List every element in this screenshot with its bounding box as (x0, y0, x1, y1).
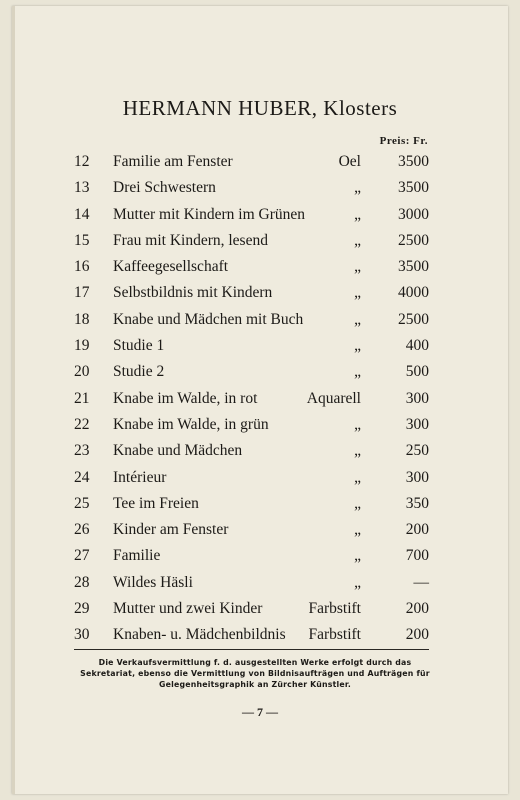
entry-price: 3500 (398, 153, 429, 170)
entry-title: Familie am Fenster (113, 153, 233, 170)
entry-price: 500 (405, 363, 429, 381)
entry-medium: „ (354, 179, 361, 197)
catalog-row (74, 149, 429, 175)
entry-title: Knabe im Walde, in rot (113, 389, 258, 407)
entry-title: Mutter und zwei Kinder (113, 600, 263, 618)
entry-title: Drei Schwestern (113, 179, 216, 197)
entry-medium: „ (354, 573, 361, 591)
entry-title: Tee im Freien (113, 494, 199, 512)
entry-medium: „ (354, 231, 361, 249)
entry-number: 17 (74, 284, 90, 302)
entry-medium: Oel (338, 153, 361, 170)
entry-medium: „ (354, 494, 361, 512)
entry-number: 12 (74, 153, 90, 170)
entry-title: Intérieur (113, 468, 167, 486)
catalog-page (12, 6, 508, 794)
entry-price: 3500 (398, 258, 429, 276)
entry-title: Mutter mit Kindern im Grünen (113, 205, 305, 223)
entry-number: 28 (74, 573, 90, 591)
entry-number: 30 (74, 626, 90, 644)
entry-price: 2500 (398, 231, 429, 249)
entry-price: 200 (405, 521, 429, 539)
entry-number: 24 (74, 468, 90, 486)
catalog-row (74, 202, 429, 228)
entry-medium: Farbstift (308, 600, 361, 618)
entry-price: 300 (405, 415, 429, 433)
catalog-list (74, 149, 429, 649)
entry-title: Selbstbildnis mit Kindern (113, 284, 273, 302)
entry-price: 300 (405, 468, 429, 486)
catalog-row (74, 228, 429, 254)
entry-price: 4000 (398, 284, 429, 302)
catalog-row (74, 307, 429, 333)
entry-medium: „ (354, 363, 361, 381)
entry-title: Kinder am Fenster (113, 521, 229, 539)
page-number: — 7 — (242, 705, 278, 719)
artist-title: HERMANN HUBER, Klosters (122, 96, 398, 120)
entry-price: 400 (405, 337, 429, 355)
entry-medium: Farbstift (308, 626, 361, 644)
entry-price: 3500 (398, 179, 429, 197)
entry-number: 27 (74, 547, 90, 565)
page-edge (12, 6, 15, 794)
entry-price: 3000 (398, 205, 429, 223)
entry-price: 700 (405, 547, 429, 565)
entry-number: 21 (74, 389, 90, 407)
entry-title: Knabe im Walde, in grün (113, 415, 269, 433)
entry-number: 23 (74, 442, 90, 460)
entry-number: 13 (74, 179, 90, 197)
price-column-label: Preis: Fr. (379, 135, 428, 147)
entry-number: 25 (74, 494, 90, 512)
entry-number: 19 (74, 337, 90, 355)
catalog-row (74, 386, 429, 412)
catalog-row (74, 359, 429, 385)
entry-number: 20 (74, 363, 90, 381)
catalog-row (74, 517, 429, 543)
entry-number: 14 (74, 205, 90, 223)
entry-number: 15 (74, 231, 90, 249)
divider-line (74, 649, 429, 650)
entry-title: Familie (113, 547, 161, 565)
entry-title: Studie 2 (113, 363, 165, 381)
entry-medium: „ (354, 468, 361, 486)
catalog-row (74, 254, 429, 280)
entry-medium: „ (354, 205, 361, 223)
catalog-row (74, 280, 429, 306)
entry-price: 350 (405, 494, 429, 512)
entry-number: 18 (74, 310, 90, 328)
catalog-row (74, 438, 429, 464)
catalog-row (74, 333, 429, 359)
catalog-row (74, 491, 429, 517)
entry-price: 2500 (398, 310, 429, 328)
entry-title: Kaffeegesellschaft (113, 258, 229, 276)
catalog-row (74, 175, 429, 201)
entry-title: Wildes Häsli (113, 573, 193, 591)
entry-price: 250 (405, 442, 429, 460)
entry-number: 26 (74, 521, 90, 539)
footer-note: Die Verkaufsvermittlung f. d. ausgestellten Werke erfolgt durch das Sekretariat, ebenso die Vermittlung von Bildnisaufträgen und Aufträgen für Gelegenheitsgraphik an Zürcher Künstler. (80, 658, 430, 689)
catalog-row (74, 465, 429, 491)
entry-number: 22 (74, 415, 90, 433)
entry-price: 200 (405, 626, 429, 644)
entry-medium: „ (354, 310, 361, 328)
entry-medium: „ (354, 284, 361, 302)
catalog-row (74, 412, 429, 438)
entry-number: 16 (74, 258, 90, 276)
entry-title: Knabe und Mädchen mit Buch (113, 310, 304, 328)
catalog-row (74, 543, 429, 569)
catalog-row (74, 596, 429, 622)
catalog-row (74, 570, 429, 596)
entry-medium: „ (354, 258, 361, 276)
entry-title: Knabe und Mädchen (113, 442, 243, 460)
entry-number: 29 (74, 600, 90, 618)
entry-medium: „ (354, 521, 361, 539)
catalog-row (74, 622, 429, 648)
entry-medium: „ (354, 415, 361, 433)
entry-medium: „ (354, 442, 361, 460)
entry-title: Studie 1 (113, 337, 165, 355)
entry-title: Frau mit Kindern, lesend (113, 231, 268, 249)
entry-title: Knaben- u. Mädchenbildnis (113, 626, 286, 644)
entry-medium: Aquarell (306, 389, 361, 407)
entry-price: 200 (405, 600, 429, 618)
entry-medium: „ (354, 547, 361, 565)
entry-price: 300 (405, 389, 429, 407)
entry-price: — (413, 573, 429, 591)
entry-medium: „ (354, 337, 361, 355)
